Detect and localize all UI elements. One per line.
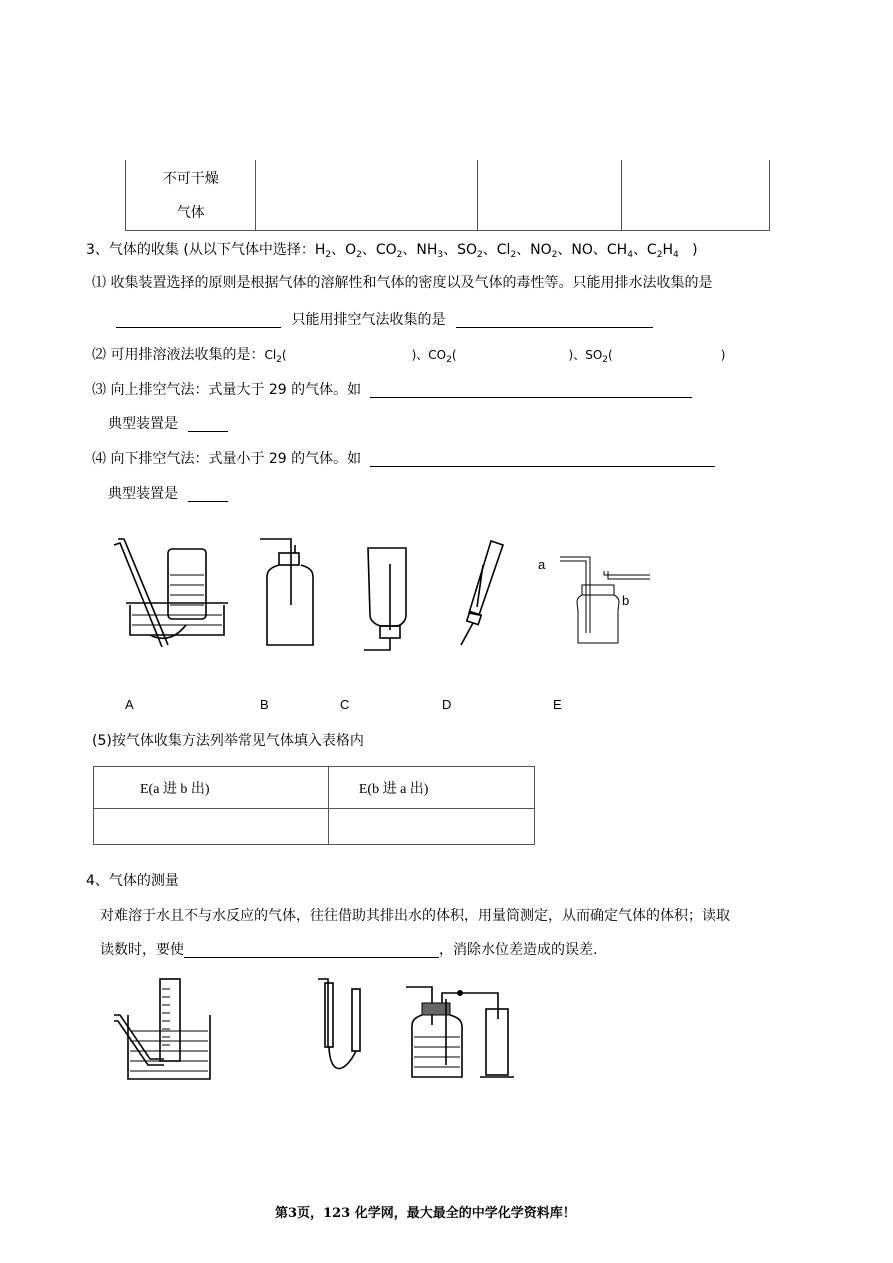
item5-text: (5)按气体收集方法列举常见气体填入表格内 [92,733,364,749]
item4-text: ⑷ 向下排空气法：式量小于 29 的气体。如 [92,449,715,469]
section4-title: 4、气体的测量 [86,873,179,889]
fig-label-c: C [340,697,350,712]
answer-blank[interactable] [370,450,715,467]
item4-device: 典型装置是 [108,484,228,504]
section4-line2: 读数时，要使 ，消除水位差造成的误差. [100,942,598,958]
answer-blank[interactable] [188,415,228,432]
measurement-beaker-figure [110,975,220,1085]
table-cell-b-in[interactable] [328,809,534,845]
answer-blank[interactable] [370,381,692,398]
table-header-b-in: E(b 进 a 出) [328,767,534,809]
item3-text: ⑶ 向上排空气法：式量大于 29 的气体。如 [92,380,692,400]
gas-list: $H_2$、$O_2$、$CO_2$、$NH_3$、$SO_2$、$Cl_2$、$NO_2$、NO、$CH_4$、$C_2H_4$ [314,242,679,260]
table-cell [256,160,478,230]
apparatus-b-figure [255,535,325,650]
section3-title: 3、气体的收集 (从以下气体中选择：$H_2$、$O_2$、$CO_2$、$NH_3$、$SO_2$、$Cl_2$、$NO_2$、NO、$CH_4$、$C_2H_4$ ) [86,242,698,260]
answer-blank[interactable] [184,941,439,958]
fig-e-label-a: a [538,557,546,572]
answer-blank[interactable] [456,311,653,328]
fig-label-d: D [442,697,452,712]
apparatus-d-figure [455,535,515,650]
apparatus-c-figure [360,540,420,655]
answer-blank[interactable] [116,311,281,328]
item2-text: ⑵ 可用排溶液法收集的是：$Cl_2$( )、$CO_2$( )、$SO_2$( ) [92,347,726,365]
fig-label-b: B [260,697,269,712]
fig-label-a: A [125,697,134,712]
section4-line1: 对难溶于水且不与水反应的气体，往往借助其排出水的体积，用量筒测定，从而确定气体的体积；读取 [100,908,730,924]
table-cell [478,160,621,230]
measurement-u-tube-figure [312,975,372,1085]
page-footer: 第3页，123 化学网，最大最全的中学化学资料库！ [275,1206,576,1221]
table-cell-a-in[interactable] [94,809,329,845]
drying-table-fragment [125,160,770,231]
item1-text: ⑴ 收集装置选择的原则是根据气体的溶解性和气体的密度以及气体的毒性等。只能用排水法收集的是 [92,275,713,291]
apparatus-a-figure [110,535,230,650]
fig-e-label-b: b [622,593,630,608]
row-label-line1: 不可干燥 [162,170,219,187]
collection-method-table [93,766,535,845]
table-header-a-in: E(a 进 b 出) [94,767,329,809]
table-row-label [126,160,256,230]
answer-blank[interactable] [188,485,228,502]
measurement-bottle-figure [402,975,532,1085]
table-cell [621,160,769,230]
item3-device: 典型装置是 [108,414,228,434]
fig-label-e: E [553,697,562,712]
item1-line2: 只能用排空气法收集的是 [116,310,653,330]
row-label-line2: 气体 [176,204,205,221]
apparatus-e-figure [560,555,655,650]
